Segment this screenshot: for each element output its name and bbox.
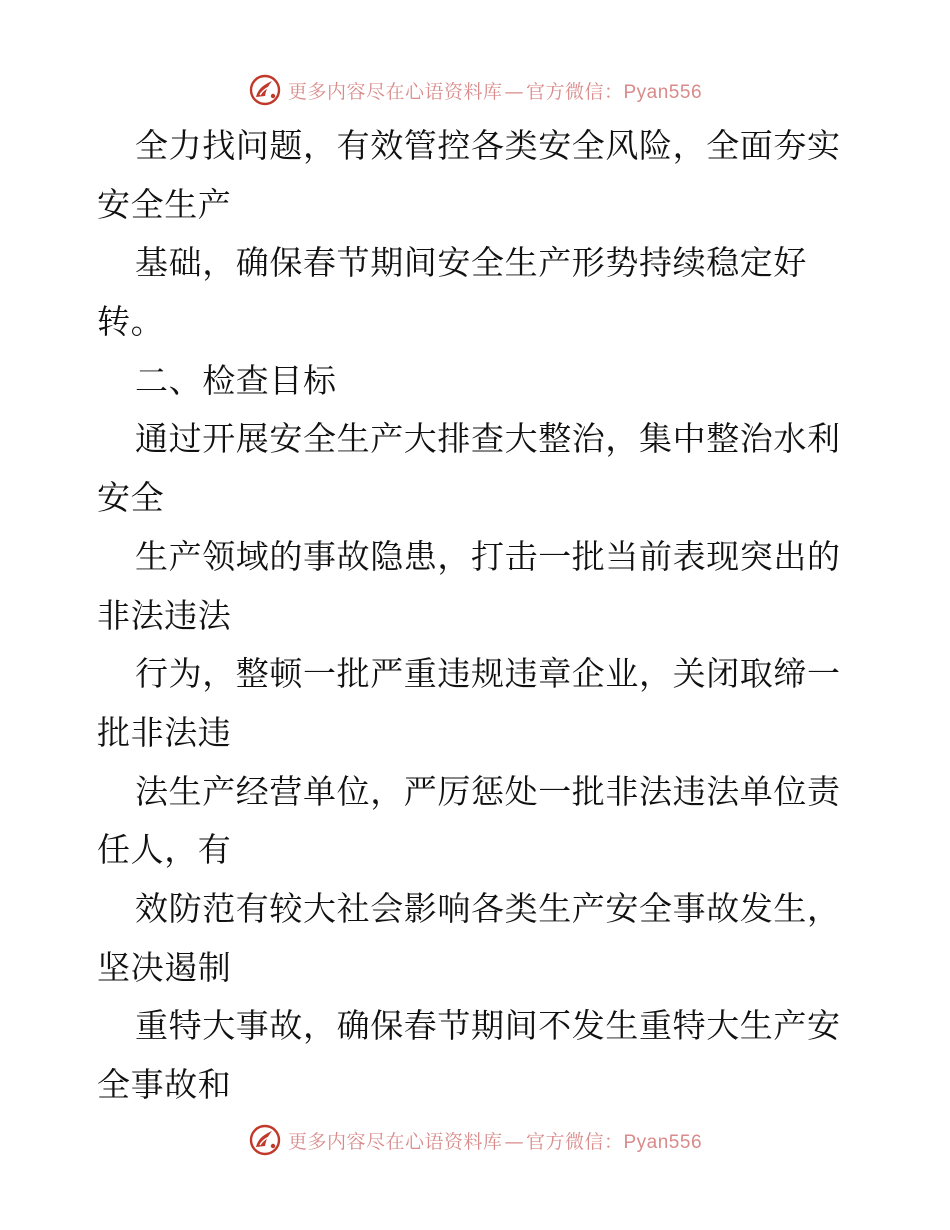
footer-watermark: [0, 1120, 950, 1160]
paragraph-line: 效防范有较大社会影响各类生产安全事故发生，: [135, 888, 841, 928]
paragraph-line: 批非法违: [97, 712, 232, 752]
paragraph-line: 坚决遏制: [97, 947, 232, 987]
paragraph-line: 二、检查目标: [135, 360, 337, 400]
paragraph-line: 基础，确保春节期间安全生产形势持续稳定好: [135, 243, 807, 283]
watermark-wechat-id: Pyan556: [623, 1131, 703, 1153]
paragraph-line: 行为，整顿一批严重违规违章企业，关闭取缔一: [135, 654, 841, 694]
watermark-separator: —: [504, 80, 524, 103]
paragraph-line: 任人，有: [97, 830, 232, 870]
paragraph-line: 非法违法: [97, 595, 232, 635]
watermark-main-text: 更多内容尽在心语资料库: [287, 80, 503, 103]
watermark-text: [288, 1127, 702, 1154]
paragraph-line: 全力找问题，有效管控各类安全风险，全面夯实: [135, 126, 841, 165]
paragraph-line: 转。: [97, 302, 165, 342]
watermark-text: [288, 77, 702, 104]
paragraph-line: 安全生产: [97, 184, 232, 224]
paragraph-line: 法生产经营单位，严厉惩处一批非法违法单位责: [135, 771, 841, 811]
watermark-main-text: 更多内容尽在心语资料库: [287, 1130, 503, 1153]
paragraph-line: 全事故和: [97, 1065, 232, 1104]
flame-logo-icon: [248, 1123, 282, 1157]
flame-logo-icon: [248, 73, 282, 107]
watermark-wechat-label: 官方微信：: [525, 1130, 624, 1153]
paragraph-line: 安全: [97, 478, 165, 518]
watermark-separator: —: [504, 1130, 524, 1153]
paragraph-line: 通过开展安全生产大排查大整治，集中整治水利: [135, 419, 841, 459]
watermark-wechat-id: Pyan556: [623, 81, 703, 103]
document-body: [97, 117, 857, 1115]
header-watermark: [0, 70, 950, 110]
paragraph-line: 生产领域的事故隐患，打击一批当前表现突出的: [135, 536, 841, 576]
paragraph-line: 重特大事故，确保春节期间不发生重特大生产安: [135, 1006, 841, 1046]
watermark-wechat-label: 官方微信：: [525, 80, 624, 103]
